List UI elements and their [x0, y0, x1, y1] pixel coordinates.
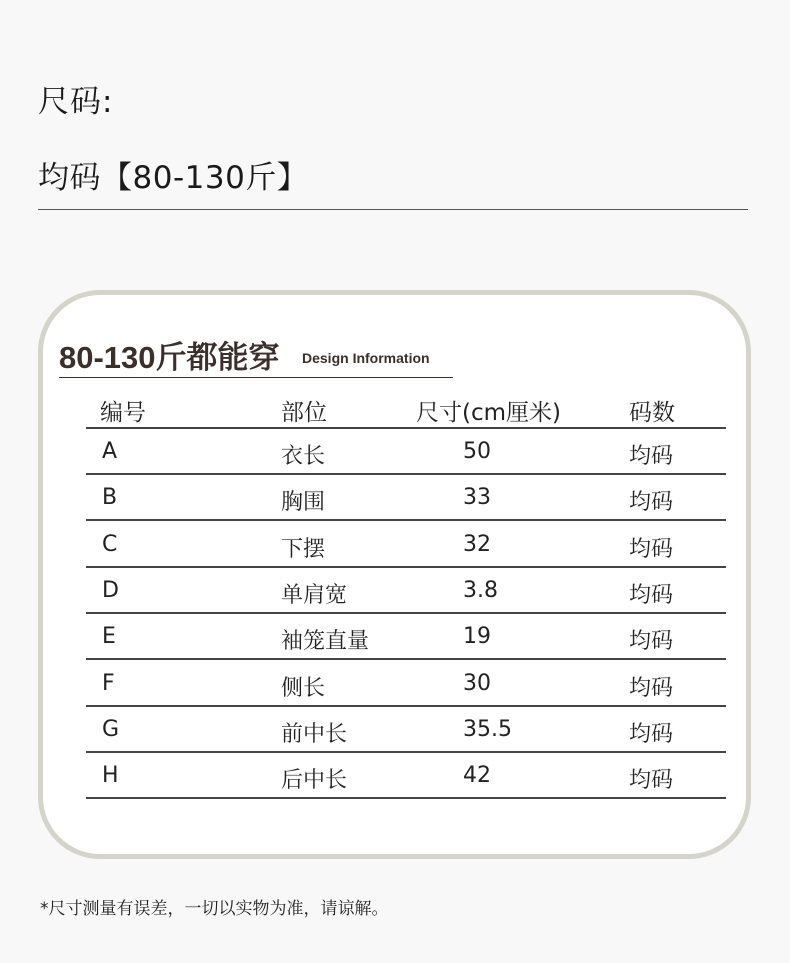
card-title: 80-130斤都能穿: [59, 340, 280, 375]
cell-code: B: [102, 485, 118, 511]
cell-part: 后中长: [281, 768, 348, 794]
size-label: 尺码:: [38, 84, 114, 120]
table-row: [86, 751, 726, 799]
table-row: [86, 659, 726, 707]
measurement-note: *尺寸测量有误差，一切以实物为准，请谅解。: [40, 899, 389, 919]
cell-code: C: [102, 531, 118, 557]
cell-code: E: [102, 624, 116, 650]
cell-fit: 均码: [629, 582, 674, 608]
cell-fit: 均码: [629, 629, 674, 655]
cell-size: 35.5: [463, 716, 512, 742]
table-row: [86, 520, 726, 568]
cell-size: 19: [463, 624, 491, 650]
cell-part: 袖笼直量: [281, 629, 370, 655]
cell-part: 胸围: [281, 490, 326, 516]
column-header-fit: 码数: [629, 400, 675, 426]
table-row: [86, 566, 726, 614]
title-underline: [59, 377, 453, 378]
table-row: [86, 427, 726, 475]
table-row: [86, 612, 726, 660]
cell-code: A: [102, 439, 118, 464]
cell-code: F: [102, 670, 115, 696]
cell-fit: 均码: [629, 444, 674, 469]
table-row: [86, 705, 726, 753]
cell-fit: 均码: [629, 675, 674, 701]
column-header-part: 部位: [281, 400, 327, 426]
cell-part: 侧长: [281, 675, 326, 701]
cell-fit: 均码: [629, 768, 674, 794]
cell-fit: 均码: [629, 721, 674, 747]
cell-size: 50: [463, 439, 491, 464]
cell-size: 3.8: [463, 577, 498, 603]
cell-part: 下摆: [281, 536, 326, 562]
cell-size: 30: [463, 670, 491, 696]
cell-code: G: [102, 716, 120, 742]
size-value: 均码【80-130斤】: [38, 160, 309, 196]
cell-fit: 均码: [629, 536, 674, 562]
cell-size: 32: [463, 531, 491, 557]
table-header: [86, 381, 726, 429]
cell-part: 衣长: [281, 444, 326, 469]
cell-part: 单肩宽: [281, 582, 348, 608]
cell-size: 33: [463, 485, 491, 511]
column-header-code: 编号: [100, 400, 146, 426]
cell-part: 前中长: [281, 721, 348, 747]
cell-code: H: [102, 763, 119, 789]
card-subtitle: Design Information: [302, 350, 430, 366]
cell-code: D: [102, 577, 119, 603]
cell-fit: 均码: [629, 490, 674, 516]
column-header-size: 尺寸(cm厘米): [416, 400, 561, 426]
table-row: [86, 473, 726, 521]
divider: [38, 209, 748, 210]
cell-size: 42: [463, 763, 491, 789]
